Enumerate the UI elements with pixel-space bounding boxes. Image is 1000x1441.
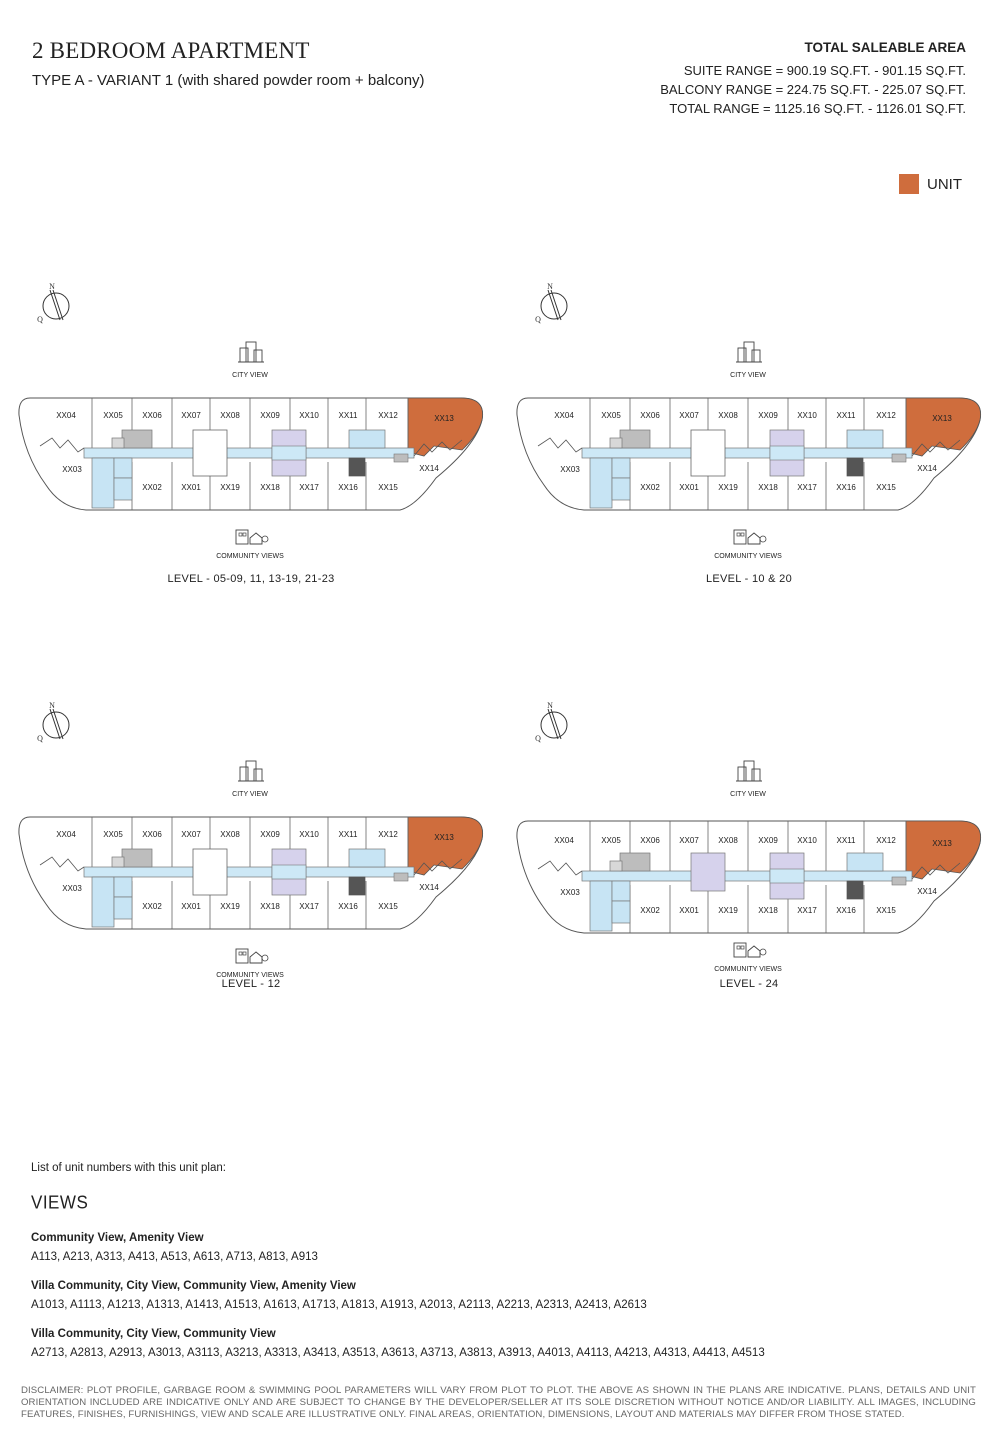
views-heading: VIEWS (31, 1192, 89, 1213)
floor-plan-level-12 (16, 699, 486, 1009)
floor-plan-drawing (514, 280, 984, 570)
unit-label: XX10 (299, 830, 319, 839)
unit-label: XX04 (554, 411, 574, 420)
service-core (394, 873, 408, 881)
city-view-label: CITY VIEW (730, 372, 766, 379)
unit-label: XX09 (260, 411, 280, 420)
unit-label: XX05 (601, 411, 621, 420)
unit-label: XX09 (758, 411, 778, 420)
svg-text:Q: Q (37, 734, 43, 743)
unit-label: XX08 (220, 411, 240, 420)
unit-label: XX02 (142, 483, 162, 492)
lift-lobby (349, 430, 385, 448)
unit-label: XX14 (419, 883, 439, 892)
unit-list-intro: List of unit numbers with this unit plan: (31, 1162, 226, 1174)
community-views-label: COMMUNITY VIEWS (714, 966, 782, 973)
unit-label: XX08 (718, 836, 738, 845)
unit-label: XX02 (640, 483, 660, 492)
floor-plan-outline (517, 821, 981, 933)
svg-text:N: N (49, 282, 55, 291)
unit-label: XX18 (260, 483, 280, 492)
suite-range: SUITE RANGE = 900.19 SQ.FT. - 901.15 SQ.FT. (683, 63, 966, 78)
floor-plan-drawing (16, 280, 486, 570)
service-core (112, 438, 124, 448)
view-group-units: A113, A213, A313, A413, A513, A613, A713, A813, A913 (31, 1251, 318, 1263)
unit-label: XX08 (220, 830, 240, 839)
unit-label: XX03 (62, 465, 82, 474)
compass-icon (535, 701, 567, 743)
community-views-label: COMMUNITY VIEWS (216, 972, 284, 979)
compass-icon (37, 282, 69, 324)
total-range: TOTAL RANGE = 1125.16 SQ.FT. - 1126.01 SQ.FT. (669, 101, 966, 116)
unit-label: XX17 (299, 902, 319, 911)
unit-label: XX07 (679, 836, 699, 845)
unit-label: XX11 (338, 830, 358, 839)
unit-label: XX13 (932, 839, 952, 848)
view-group (31, 1280, 647, 1311)
unit-label: XX18 (260, 902, 280, 911)
unit-label: XX13 (434, 414, 454, 423)
unit-label: XX11 (338, 411, 358, 420)
level-label: LEVEL - 24 (719, 978, 779, 990)
unit-legend (899, 174, 962, 194)
community-houses-icon (734, 530, 766, 544)
unit-label: XX05 (103, 411, 123, 420)
stair-core (612, 478, 630, 500)
unit-label: XX04 (56, 411, 76, 420)
unit-label: XX07 (181, 411, 201, 420)
service-core (620, 853, 650, 871)
stair-core (612, 881, 630, 901)
floor-plan-outline (517, 398, 981, 510)
corridor (582, 448, 912, 458)
floor-plan-levels-05-23 (16, 280, 486, 590)
floor-plan-outline (19, 817, 483, 929)
svg-text:Q: Q (535, 315, 541, 324)
unit-label: XX02 (640, 906, 660, 915)
highlighted-unit-xx13 (408, 817, 483, 875)
unit-label: XX09 (758, 836, 778, 845)
stair-core (114, 458, 132, 478)
service-core (610, 438, 622, 448)
service-core (610, 861, 622, 871)
unit-label: XX15 (876, 483, 896, 492)
floor-plan-levels-10-20 (514, 280, 984, 590)
unit-legend-swatch (899, 174, 919, 194)
unit-label: XX16 (338, 902, 358, 911)
stair-core (114, 897, 132, 919)
page-subtitle: TYPE A - VARIANT 1 (with shared powder room + balcony) (32, 72, 425, 89)
balcony-range: BALCONY RANGE = 224.75 SQ.FT. - 225.07 SQ.FT. (660, 82, 966, 97)
view-group-units: A1013, A1113, A1213, A1313, A1413, A1513, A1613, A1713, A1813, A1913, A2013, A2113, A2213, A2313, A2413, A2613 (31, 1299, 647, 1311)
floor-plan-outline (19, 398, 483, 510)
unit-label: XX03 (62, 884, 82, 893)
unit-label: XX18 (758, 906, 778, 915)
unit-label: XX10 (299, 411, 319, 420)
unit-label: XX07 (679, 411, 699, 420)
unit-label: XX12 (876, 836, 896, 845)
stair-core (612, 901, 630, 923)
unit-label: XX15 (876, 906, 896, 915)
unit-label: XX17 (797, 906, 817, 915)
unit-label: XX15 (378, 902, 398, 911)
unit-label: XX03 (560, 465, 580, 474)
unit-label: XX02 (142, 902, 162, 911)
corridor (84, 448, 414, 458)
unit-label: XX10 (797, 836, 817, 845)
unit-label: XX12 (378, 411, 398, 420)
stair-core (590, 458, 612, 508)
city-view-label: CITY VIEW (232, 372, 268, 379)
level-label: LEVEL - 12 (221, 978, 281, 990)
unit-label: XX15 (378, 483, 398, 492)
unit-label: XX12 (378, 830, 398, 839)
unit-label: XX13 (434, 833, 454, 842)
disclaimer: DISCLAIMER: PLOT PROFILE, GARBAGE ROOM & SWIMMING POOL PARAMETERS WILL VARY FROM PLOT TO PLOT. THE ABOVE AS SHOWN IN THE PLANS ARE INDICATIVE. PLANS, DETAILS AND UNIT ORIENTATION INCLUDED ARE INDICATIVE ONLY AND ARE SUBJECT TO CHANGE BY THE DEVELOPER/SELLER AT ITS SOLE DISCRETION WITHOUT NOTICE AND/OR LIABILITY. ALL IMAGES, INCLUDING FEATURES, FINISHES, FURNISHINGS, VIEW AND SCALE ARE ILLUSTRATIVE ONLY. FINAL AREAS, ORIENTATION, DIMENSIONS, LAYOUT AND MATERIALS MAY DIFFER FROM THOSE STATED. (21, 1385, 976, 1420)
unit-label: XX03 (560, 888, 580, 897)
unit-label: XX19 (718, 906, 738, 915)
unit-label: XX06 (640, 411, 660, 420)
highlighted-unit-xx13 (906, 821, 981, 879)
unit-label: XX04 (56, 830, 76, 839)
unit-label: XX01 (679, 906, 699, 915)
lift-lobby (349, 849, 385, 867)
compass-icon (535, 282, 567, 324)
lift-lobby (847, 430, 883, 448)
unit-label: XX04 (554, 836, 574, 845)
unit-label: XX18 (758, 483, 778, 492)
unit-label: XX16 (836, 483, 856, 492)
unit-label: XX06 (142, 411, 162, 420)
unit-legend-label: UNIT (927, 175, 962, 193)
community-houses-icon (236, 949, 268, 963)
svg-text:N: N (547, 701, 553, 710)
stair-core (114, 877, 132, 897)
service-core (112, 857, 124, 867)
open-void (691, 430, 725, 476)
lift-lobby (847, 853, 883, 871)
unit-label: XX01 (181, 483, 201, 492)
unit-label: XX13 (932, 414, 952, 423)
service-core (394, 454, 408, 462)
corridor (84, 867, 414, 877)
floor-plan-drawing (514, 699, 984, 989)
page-title: 2 BEDROOM APARTMENT (32, 38, 310, 63)
floor-plan-level-24 (514, 699, 984, 1009)
unit-label: XX19 (220, 483, 240, 492)
unit-label: XX11 (836, 411, 856, 420)
service-core (892, 454, 906, 462)
unit-label: XX17 (299, 483, 319, 492)
garbage-room (349, 458, 365, 476)
unit-label: XX08 (718, 411, 738, 420)
corridor (582, 871, 912, 881)
view-group (31, 1328, 765, 1359)
unit-label: XX11 (836, 836, 856, 845)
saleable-area-block (660, 40, 966, 118)
open-void (193, 849, 227, 895)
city-view-label: CITY VIEW (730, 791, 766, 798)
stair-core (590, 881, 612, 931)
city-buildings-icon (736, 342, 762, 362)
community-views-label: COMMUNITY VIEWS (714, 553, 782, 560)
stair-core (114, 478, 132, 500)
city-buildings-icon (238, 342, 264, 362)
unit-label: XX06 (142, 830, 162, 839)
unit-label: XX01 (181, 902, 201, 911)
view-group-title: Villa Community, City View, Community View (31, 1328, 276, 1340)
garbage-room (349, 877, 365, 895)
unit-label: XX01 (679, 483, 699, 492)
svg-text:Q: Q (37, 315, 43, 324)
svg-text:N: N (547, 282, 553, 291)
community-houses-icon (734, 943, 766, 957)
view-group-title: Villa Community, City View, Community View, Amenity View (31, 1280, 356, 1292)
community-views-label: COMMUNITY VIEWS (216, 553, 284, 560)
unit-label: XX05 (103, 830, 123, 839)
service-core (122, 430, 152, 448)
saleable-area-heading: TOTAL SALEABLE AREA (804, 40, 966, 55)
city-view-label: CITY VIEW (232, 791, 268, 798)
highlighted-unit-xx13 (408, 398, 483, 456)
unit-label: XX14 (917, 887, 937, 896)
open-void (193, 430, 227, 476)
community-houses-icon (236, 530, 268, 544)
unit-label: XX12 (876, 411, 896, 420)
service-core (892, 877, 906, 885)
unit-label: XX10 (797, 411, 817, 420)
highlighted-unit-xx13 (906, 398, 981, 456)
garbage-room (847, 881, 863, 899)
city-buildings-icon (238, 761, 264, 781)
city-buildings-icon (736, 761, 762, 781)
lift-core (691, 853, 725, 891)
view-group-units: A2713, A2813, A2913, A3013, A3113, A3213, A3313, A3413, A3513, A3613, A3713, A3813, A3913, A4013, A4113, A4213, A4313, A4413, A4513 (31, 1347, 765, 1359)
unit-label: XX16 (836, 906, 856, 915)
floor-plan-drawing (16, 699, 486, 989)
stair-core (92, 877, 114, 927)
garbage-room (847, 458, 863, 476)
compass-icon (37, 701, 69, 743)
svg-text:Q: Q (535, 734, 541, 743)
unit-label: XX19 (220, 902, 240, 911)
view-group (31, 1232, 318, 1263)
unit-label: XX07 (181, 830, 201, 839)
unit-label: XX14 (419, 464, 439, 473)
unit-label: XX09 (260, 830, 280, 839)
unit-label: XX17 (797, 483, 817, 492)
unit-label: XX14 (917, 464, 937, 473)
stair-core (612, 458, 630, 478)
service-core (620, 430, 650, 448)
svg-text:N: N (49, 701, 55, 710)
unit-label: XX19 (718, 483, 738, 492)
level-label: LEVEL - 10 & 20 (705, 573, 793, 585)
stair-core (92, 458, 114, 508)
level-label: LEVEL - 05-09, 11, 13-19, 21-23 (167, 573, 335, 585)
view-group-title: Community View, Amenity View (31, 1232, 204, 1244)
service-core (122, 849, 152, 867)
unit-label: XX05 (601, 836, 621, 845)
unit-label: XX16 (338, 483, 358, 492)
unit-label: XX06 (640, 836, 660, 845)
